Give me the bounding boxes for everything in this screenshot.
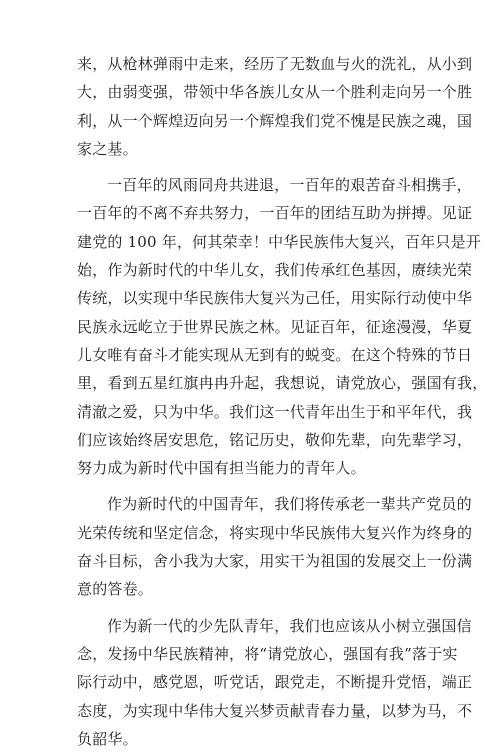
text-line: 传统，以实现中华民族伟大复兴为己任，用实际行动使中华 (77, 289, 473, 308)
text-line: 里，看到五星红旗冉冉升起，我想说，请党放心，强国有我， (77, 374, 488, 393)
text-line: 们应该始终居安思危，铭记历史，敬仰先辈，向先辈学习， (77, 430, 473, 449)
text-line: 儿女唯有奋斗才能实现从无到有的蜕变。在这个特殊的节日 (77, 345, 473, 364)
text-line: 作为新一代的少先队青年，我们也应该从小树立强国信 (107, 616, 472, 635)
text-line: 负韶华。 (77, 729, 138, 748)
text-line: 态度，为实现中华伟大复兴梦贡献青春力量，以梦为马，不 (77, 701, 473, 720)
text-line: 建党的 100 年，何其荣幸！中华民族伟大复兴，百年只是开 (77, 232, 481, 251)
text-line: 意的答卷。 (77, 580, 154, 599)
text-line: 大，由弱变强，带领中华各族儿女从一个胜利走向另一个胜 (77, 83, 473, 102)
text-line: 一百年的风雨同舟共进退，一百年的艰苦奋斗相携手， (107, 176, 472, 195)
text-line: 始，作为新时代的中华儿女，我们传承红色基因，赓续光荣 (77, 261, 473, 280)
paragraph-3 (77, 490, 473, 603)
paragraph-gap (77, 163, 439, 171)
text-line: 作为新时代的中国青年，我们将传承老一辈共产党员的 (107, 495, 472, 514)
text-line: 民族永远屹立于世界民族之林。见证百年，征途漫漫，华夏 (77, 317, 473, 336)
text-line: 奋斗目标，舍小我为大家，用实干为祖国的发展交上一份满 (77, 552, 473, 571)
text-line: 一百年的不离不弃共努力，一百年的团结互助为拼搏。见证 (77, 204, 473, 223)
text-line: 念，发扬中华民族精神，将“请党放心，强国有我”落于实 (77, 644, 458, 663)
text-line: 利，从一个辉煌迈向另一个辉煌我们党不愧是民族之魂，国 (77, 111, 473, 130)
paragraph-1 (77, 50, 473, 163)
paragraph-gap (77, 482, 439, 490)
paragraph-2 (77, 171, 488, 482)
paragraph-4 (77, 612, 473, 753)
text-line: 来，从枪林弹雨中走来，经历了无数血与火的洗礼，从小到 (77, 55, 473, 73)
document-page (77, 50, 488, 753)
text-line: 清澈之爱，只为中华。我们这一代青年出生于和平年代，我 (77, 402, 473, 421)
paragraph-gap (77, 604, 439, 612)
text-line: 家之基。 (77, 139, 138, 158)
text-line: 际行动中，感党恩，听党话，跟党走，不断提升党悟，端正 (77, 673, 473, 692)
text-line: 光荣传统和坚定信念，将实现中华民族伟大复兴作为终身的 (77, 523, 473, 542)
text-line: 努力成为新时代中国有担当能力的青年人。 (77, 459, 366, 478)
